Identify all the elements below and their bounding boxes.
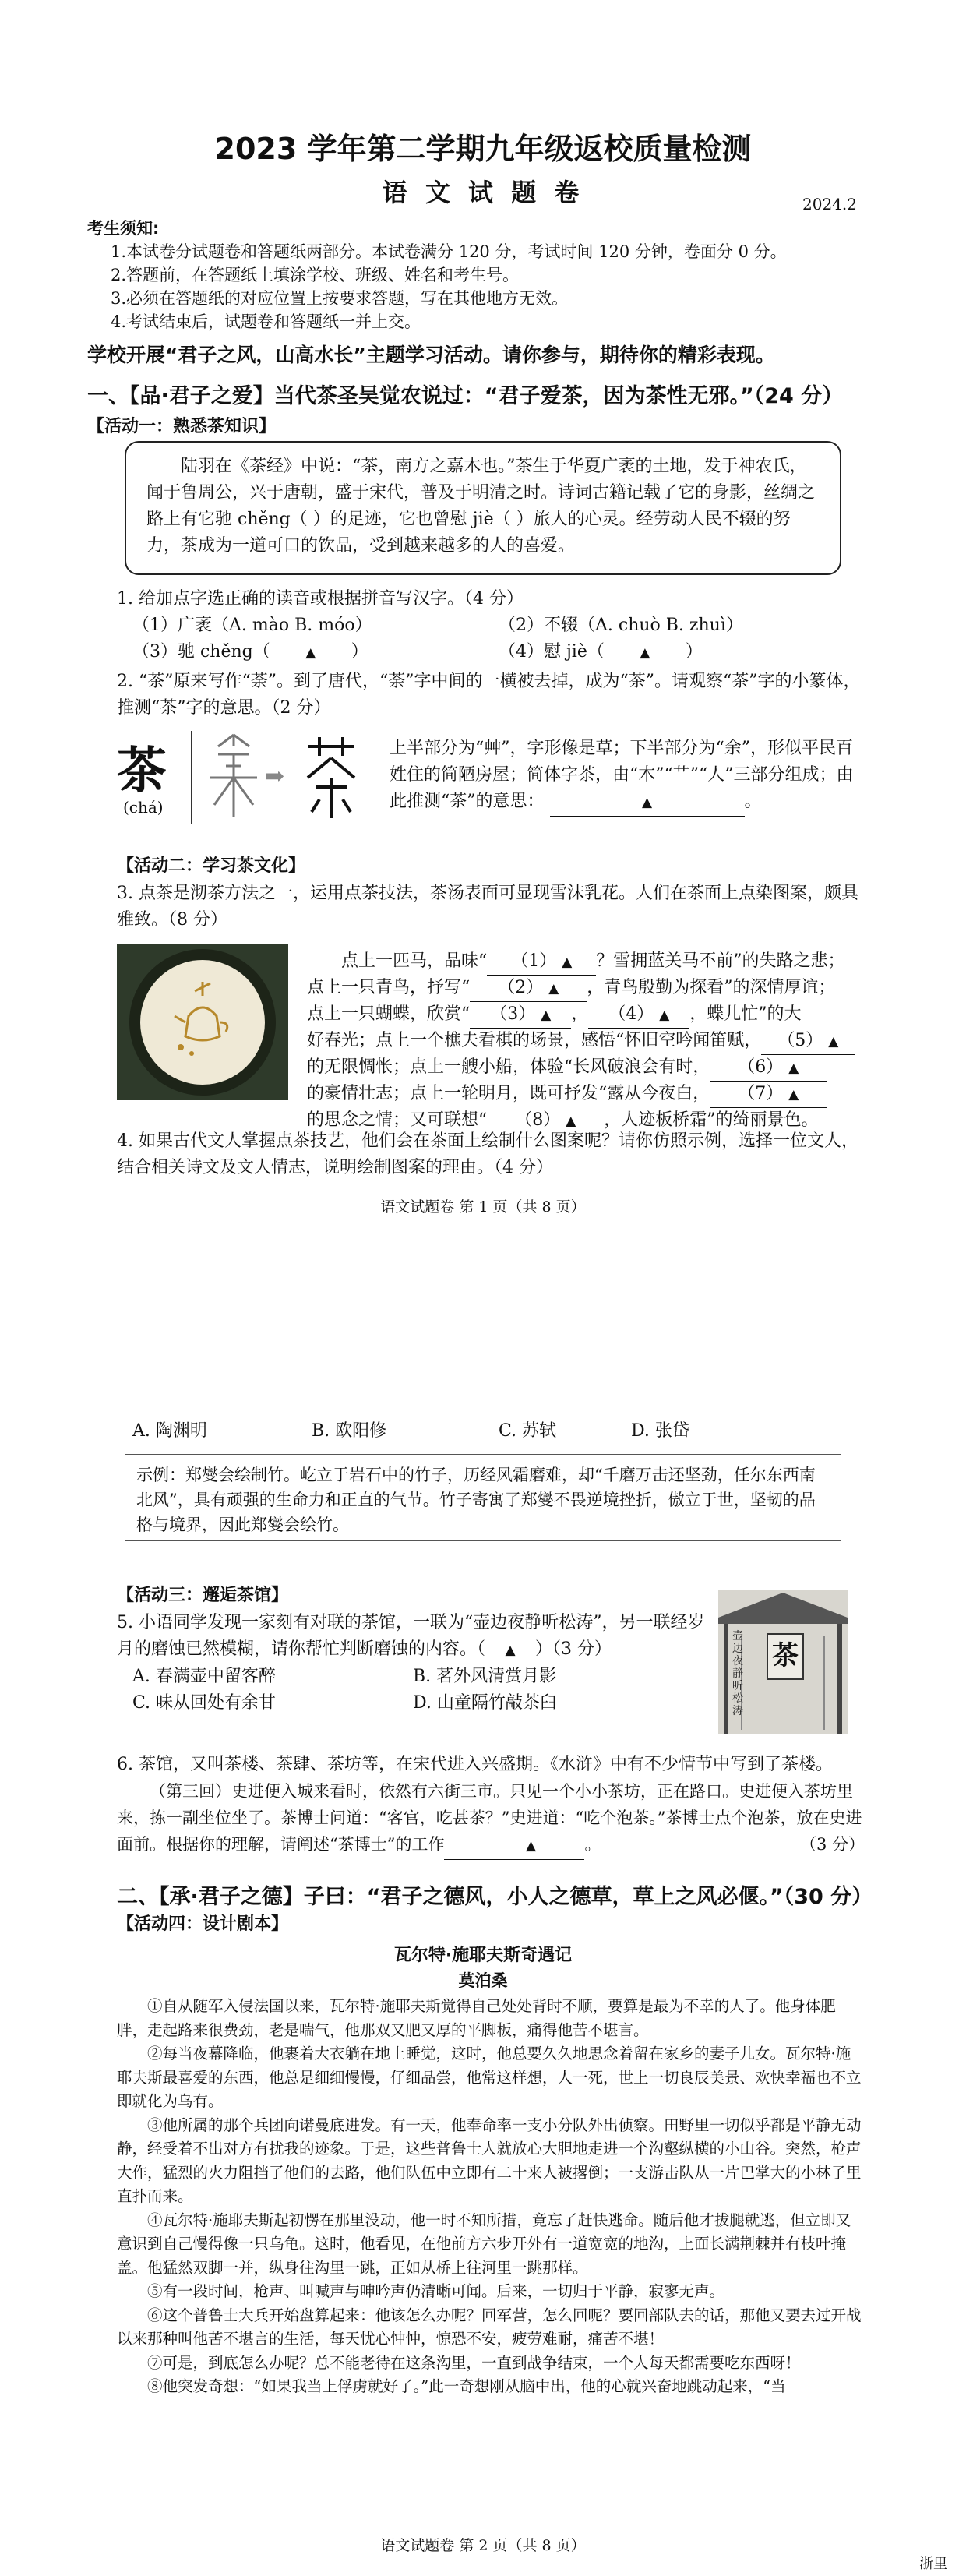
question-5 [117, 1610, 709, 1717]
part2-heading: 二、【承·君子之德】子曰：“君子之德风，小人之德草，草上之风必偃。”（30 分） [117, 1885, 873, 1909]
answer-blank-2[interactable] [470, 976, 587, 1002]
blank-marker: ▲ [525, 1838, 537, 1854]
question-4-stem: 4. 如果古代文人掌握点茶技艺，他们会在茶面上绘制什么图案呢？请你仿照示例，选择一位文人，结合相关诗文及文人情志，说明绘制图案的理由。（4 分） [117, 1131, 858, 1177]
q6-score: （3 分） [799, 1835, 865, 1854]
page-footer-1: 语文试题卷 第 1 页（共 8 页） [380, 1198, 586, 1216]
q2-explanation: 上半部分为“艸”，字形像是草；下半部分为“余”，形似平民百姓住的简陋房屋；简体字茶，由“木”“艹”“人”三部分组成；由此推测“茶”的意思： ▲ 。 [390, 736, 865, 817]
q3-text: 好春光；点上一个樵夫看棋的场景，感悟“怀旧空吟闻笛赋， [307, 1031, 762, 1050]
figure-divider [191, 731, 192, 824]
tea-bowl-photo [117, 944, 288, 1100]
q5-stem: 5. 小语同学发现一家刻有对联的茶馆，一联为“壶边夜静听松涛”，另一联经岁月的磨蚀已然模糊，请你帮忙判断磨蚀的内容。（ [117, 1613, 705, 1659]
q5-option-a[interactable]: A. 春满壶中留客醉 [132, 1667, 276, 1686]
modern-script-char-icon [308, 737, 354, 818]
q4-option-a[interactable]: A. 陶渊明 [132, 1421, 207, 1441]
blank-marker: ▲ [788, 1060, 799, 1076]
sign-couplet: 壶边夜静听松涛 [732, 1630, 743, 1717]
q3-text: 点上一只青鸟，抒写“ [307, 978, 471, 997]
blank-marker: ▲ [566, 1113, 576, 1129]
q1-option-3-text: （3）驰 chěng（ [132, 642, 270, 662]
example-box [125, 1454, 841, 1541]
story-author: 莫泊桑 [458, 1971, 508, 1990]
answer-blank-7[interactable] [710, 1082, 827, 1108]
notice-item: 2.答题前，在答题纸上填涂学校、班级、姓名和考生号。 [111, 266, 520, 284]
blank-marker: ▲ [541, 1007, 552, 1023]
q4-option-c[interactable]: C. 苏轼 [499, 1421, 557, 1441]
exam-title: 2023 学年第二学期九年级返校质量检测 [214, 132, 752, 166]
blank-marker: ▲ [548, 981, 559, 997]
exam-subtitle: 语 文 试 题 卷 [382, 178, 584, 207]
q4-option-b[interactable]: B. 欧阳修 [312, 1421, 387, 1441]
answer-blank-1[interactable] [487, 949, 596, 976]
question-2-stem: 2. “茶”原来写作“荼”。到了唐代，“荼”字中间的一横被去掉，成为“茶”。请观察“茶”字的小篆体，推测“茶”字的意思。（2 分） [117, 672, 861, 718]
q3-text: 的豪情壮志；点上一轮明月，既可抒发“露从今夜白， [307, 1084, 710, 1103]
leaf-dot-icon [178, 1044, 184, 1050]
answer-blank-4[interactable] [588, 1002, 689, 1029]
blank-number: （5） [777, 1031, 823, 1050]
blank-marker: ▲ [828, 1034, 839, 1050]
answer-blank[interactable] [444, 1831, 584, 1860]
blank-number: （2） [498, 978, 544, 997]
q3-poem-lines [307, 949, 876, 1134]
blank-number: （8） [515, 1110, 561, 1130]
tea-pinyin: (chá) [123, 798, 164, 817]
story-paragraph: ⑧他突发奇想：“如果我当上俘虏就好了。”此一奇想刚从脑中出，他的心就兴奋地跳动起来，“当 [147, 2377, 786, 2395]
notice-item: 4.考试结束后，试题卷和答题纸一并上交。 [111, 312, 421, 331]
answer-blank-6[interactable] [710, 1055, 827, 1082]
q1-option-4 [499, 639, 703, 666]
q3-text: ，人迹板桥霜”的绮丽景色。 [604, 1110, 819, 1130]
blank-marker: ▲ [788, 1087, 799, 1103]
q3-text: ，青鸟殷勤为探看”的深情厚谊； [587, 978, 836, 997]
corner-watermark: 浙里 [919, 2556, 947, 2572]
passage-box [125, 441, 841, 575]
story-paragraph: ⑥这个普鲁士大兵开始盘算起来：他该怎么办呢？回军营，怎么回呢？要回部队去的话，那他又要去过开战以来那种叫他苦不堪言的生活，每天忧心忡忡，惊恐不安，疲劳难耐，痛苦不堪！ [117, 2306, 862, 2348]
character-figure [117, 731, 374, 832]
seal-script-figure [203, 731, 374, 824]
q5-option-d[interactable]: D. 山童隔竹敲茶臼 [413, 1693, 557, 1713]
q3-text: 的思念之情；又可联想“ [307, 1110, 488, 1130]
q5-option-c[interactable]: C. 味从回处有余甘 [132, 1693, 277, 1713]
blank-number: （7） [738, 1084, 784, 1103]
q1-option-2: （2）不辍（A. chuò B. zhuì） [499, 616, 743, 635]
page-footer-2: 语文试题卷 第 2 页（共 8 页） [380, 2537, 586, 2554]
sign-tea-char: 茶 [767, 1633, 804, 1680]
q3-text: ？雪拥蓝关马不前”的失路之悲； [596, 951, 845, 971]
notice-heading: 考生须知: [87, 219, 160, 238]
leaf-dot-icon [189, 1051, 194, 1056]
q5-option-b[interactable]: B. 茗外风清赏月影 [413, 1667, 557, 1686]
story-body [117, 1995, 865, 2399]
story-title: 瓦尔特·施耶夫斯奇遇记 [393, 1946, 573, 1965]
q1-option-4-close: ） [685, 642, 703, 662]
story-paragraph: ⑦可是，到底怎么办呢？总不能老待在这条沟里，一直到战争结束，一个人每天都需要吃东西呀！ [147, 2353, 801, 2372]
passage-text: 陆羽在《茶经》中说：“茶，南方之嘉木也。”茶生于华夏广袤的土地，发于神农氏，闻于鲁周公，兴于唐朝，盛于宋代，普及于明清之时。诗词古籍记载了它的身影，丝绸之路上有它驰 chěng（ ）的足迹，它也曾慰 jiè（ ）旅人的心灵。经劳动人民不辍的努力，茶成为一道可口的饮品，受到越来越多的人的喜爱。 [146, 457, 816, 556]
question-6: 6. 茶馆，又叫茶楼、茶肆、茶坊等，在宋代进入兴盛期。《水浒》中有不少情节中写到了茶楼。 （第三回）史进便入城来看时，依然有六街三市。只见一个小小茶坊，正在路口。史进便入茶坊里来，拣一副坐位坐了。茶博士问道：“客官，吃甚茶？”史进道：“吃个泡茶。”茶博士点个泡茶，放在史进面前。根据你的理解，请阐述“茶博士”的工作 ▲ 。 （3 分） [117, 1752, 865, 1860]
answer-blank-marker[interactable]: ▲ [640, 645, 650, 661]
part1-heading: 一、【品·君子之爱】当代茶圣吴觉农说过：“君子爱茶，因为茶性无邪。”（24 分） [87, 384, 844, 408]
activity2-heading: 【活动二：学习茶文化】 [117, 856, 306, 876]
q2-explain-text: 上半部分为“艸”，字形像是草；下半部分为“余”，形似平民百姓住的简陋房屋；简体字茶，由“木”“艹”“人”三部分组成；由此推测“茶”的意思： [390, 739, 854, 811]
q3-text: 点上一匹马，品味“ [341, 951, 488, 971]
q4-options [132, 1418, 834, 1445]
q6-stem: 6. 茶馆，又叫茶楼、茶肆、茶坊等，在宋代进入兴盛期。《水浒》中有不少情节中写到了茶楼。 [117, 1755, 833, 1774]
answer-blank-marker[interactable]: ▲ [505, 1643, 516, 1658]
question-1 [117, 586, 865, 666]
notice-block [87, 217, 882, 333]
q1-option-1: （1）广袤（A. mào B. móo） [132, 616, 372, 635]
q3-text: ，蝶儿忙”的大 [689, 1004, 802, 1024]
q1-option-3-close: ） [351, 642, 368, 662]
story-paragraph: ①自从随军入侵法国以来，瓦尔特·施耶夫斯觉得自己处处背时不顺，要算是最为不幸的人了。他身体肥胖，走起路来很费劲，老是喘气，他那双又肥又厚的平脚板，痛得他苦不堪言。 [117, 1997, 836, 2039]
answer-blank-3[interactable] [470, 1002, 571, 1029]
blank-number: （4） [608, 1004, 654, 1024]
exam-date: 2024.2 [802, 195, 857, 213]
notice-item: 3.必须在答题纸的对应位置上按要求答题，写在其他地方无效。 [111, 289, 569, 308]
blank-marker: ▲ [562, 955, 573, 970]
tea-foam [140, 960, 265, 1085]
blank-number: （3） [490, 1004, 536, 1024]
q3-text: 的无限惆怅；点上一艘小船，体验“长风破浪会有时， [307, 1057, 710, 1077]
q3-text: 点上一只蝴蝶，欣赏“ [307, 1004, 471, 1024]
seal-script-char-icon [210, 735, 257, 817]
teahouse-sign-photo [718, 1590, 848, 1734]
answer-blank-5[interactable] [761, 1029, 855, 1055]
intro-line: 学校开展“君子之风，山高水长”主题学习活动。请你参与，期待你的精彩表现。 [87, 344, 775, 366]
notice-item: 1.本试卷分试题卷和答题纸两部分。本试卷满分 120 分，考试时间 120 分钟，卷面分 0 分。 [111, 242, 787, 261]
q5-score: ）（3 分） [535, 1639, 612, 1659]
answer-blank[interactable]: ▲ [550, 789, 745, 817]
q4-option-d[interactable]: D. 张岱 [631, 1421, 689, 1441]
example-text: 示例：郑燮会绘制竹。屹立于岩石中的竹子，历经风霜磨难，却“千磨万击还坚劲，任尔东西南北风”，具有顽强的生命力和正直的气节。竹子寄寓了郑燮不畏逆境挫折，傲立于世，坚韧的品格与境界，因此郑燮会绘竹。 [136, 1466, 816, 1534]
answer-blank-marker[interactable]: ▲ [305, 645, 316, 661]
q1-stem: 1. 给加点字选正确的读音或根据拼音写汉字。（4 分） [117, 589, 524, 609]
activity3-heading: 【活动三：邂逅茶馆】 [117, 1586, 289, 1605]
blank-number: （6） [738, 1057, 784, 1077]
q1-option-3 [117, 639, 499, 666]
activity1-heading: 【活动一：熟悉茶知识】 [87, 417, 277, 436]
story-paragraph: ④瓦尔特·施耶夫斯起初愣在那里没动，他一时不知所措，竟忘了赶快逃命。随后他才拔腿就逃，但立即又意识到自己慢得像一只乌龟。这时，他看见，在他前方六步开外有一道宽宽的地沟，上面长满荆棘并有枝叶掩盖。他猛然双脚一并，纵身往沟里一跳，正如从桥上往河里一跳那样。 [117, 2211, 851, 2277]
blank-marker: ▲ [659, 1007, 670, 1023]
story-paragraph: ⑤有一段时间，枪声、叫喊声与呻吟声仍清晰可闻。后来，一切归于平静，寂寥无声。 [147, 2282, 725, 2300]
q6-quote: （第三回）史进便入城来看时，依然有六街三市。只见一个小小茶坊，正在路口。史进便入茶坊里来，拣一副坐位坐了。茶博士问道：“客官，吃甚茶？”史进道：“吃个泡茶。”茶博士点个泡茶，放在史进面前。根据你的理解，请阐述“茶博士”的工作 [117, 1782, 862, 1854]
arrow-icon: ➡ [265, 763, 285, 790]
blank-number: （1） [511, 951, 557, 971]
story-paragraph: ③他所属的那个兵团向诺曼底进发。有一天，他奉命率一支小分队外出侦察。田野里一切似乎都是平静无动静，经受着不出对方有扰我的迹象。于是，这些普鲁士人就放心大胆地走进一个沟壑纵横的小山谷。突然，枪声大作，猛烈的火力阻挡了他们的去路，他们队伍中立即有二十来人被撂倒；一支游击队从一片巴掌大的小林子里直扑而来。 [117, 2115, 862, 2205]
modern-tea-char: 茶 [117, 742, 167, 800]
story-paragraph: ②每当夜幕降临，他裹着大衣躺在地上睡觉，这时，他总要久久地思念着留在家乡的妻子儿女。瓦尔特·施耶夫斯最喜爱的东西，他总是细细慢慢，仔细品尝，他常这样想，人一死，世上一切良辰美景、欢快幸福也不立即就化为乌有。 [117, 2045, 862, 2110]
activity4-heading: 【活动四：设计剧本】 [117, 1914, 289, 1934]
question-3-stem: 3. 点茶是沏茶方法之一，运用点茶技法，茶汤表面可显现雪沫乳花。人们在茶面上点染图案，颇具雅致。（8 分） [117, 884, 858, 930]
q1-option-4-text: （4）慰 jiè（ [499, 642, 605, 662]
q3-text: ， [571, 1004, 589, 1024]
